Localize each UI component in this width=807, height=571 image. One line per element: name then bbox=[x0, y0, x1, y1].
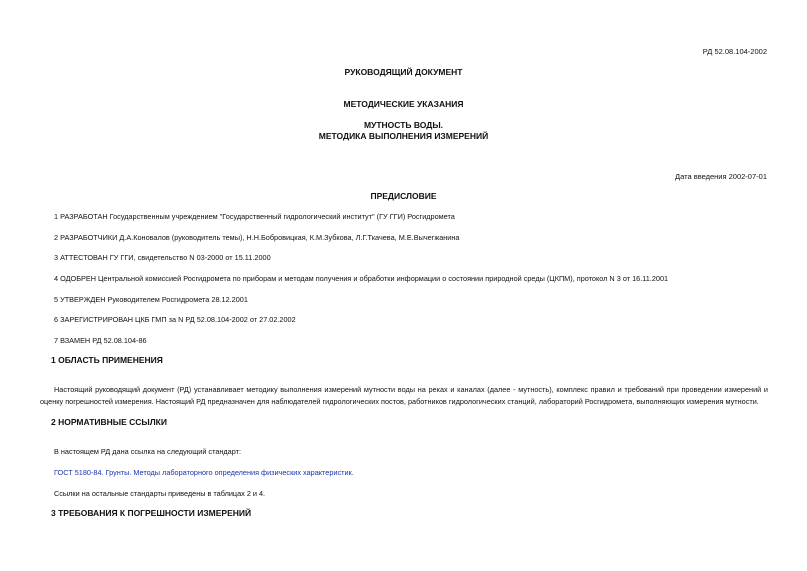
section-2-heading: 2 НОРМАТИВНЫЕ ССЫЛКИ bbox=[51, 417, 167, 427]
section-1-heading: 1 ОБЛАСТЬ ПРИМЕНЕНИЯ bbox=[51, 355, 163, 365]
preface-item: 2 РАЗРАБОТЧИКИ Д.А.Коновалов (руководитель темы), Н.Н.Бобровицкая, К.М.Зубкова, Л.Г.Ткачева, М.Е.Вычегжанина bbox=[54, 233, 460, 242]
main-title-line-1: МУТНОСТЬ ВОДЫ. bbox=[363, 120, 444, 130]
methodical-instructions-title: МЕТОДИЧЕСКИЕ УКАЗАНИЯ bbox=[343, 99, 464, 109]
section-2-note: Ссылки на остальные стандарты приведены в таблицах 2 и 4. bbox=[54, 489, 266, 498]
section-3-heading: 3 ТРЕБОВАНИЯ К ПОГРЕШНОСТИ ИЗМЕРЕНИЙ bbox=[51, 508, 252, 518]
preface-item: 4 ОДОБРЕН Центральной комиссией Росгидромета по приборам и методам получения и обработки информации о состоянии природной среды (ЦКПМ), протокол N 3 от 16.11.2001 bbox=[54, 274, 669, 283]
main-title-line-2: МЕТОДИКА ВЫПОЛНЕНИЯ ИЗМЕРЕНИЙ bbox=[318, 131, 489, 141]
preface-heading: ПРЕДИСЛОВИЕ bbox=[370, 191, 437, 201]
preface-item: 1 РАЗРАБОТАН Государственным учреждением "Государственный гидрологический институт" (ГУ ГГИ) Росгидромета bbox=[54, 212, 455, 221]
document-code: РД 52.08.104-2002 bbox=[702, 47, 767, 56]
section-2-intro: В настоящем РД дана ссылка на следующий стандарт: bbox=[54, 447, 242, 456]
preface-item: 7 ВЗАМЕН РД 52.08.104-86 bbox=[54, 336, 147, 345]
preface-item: 5 УТВЕРЖДЕН Руководителем Росгидромета 28.12.2001 bbox=[54, 295, 248, 304]
introduction-date: Дата введения 2002-07-01 bbox=[675, 172, 767, 181]
preface-item: 6 ЗАРЕГИСТРИРОВАН ЦКБ ГМП за N РД 52.08.104-2002 от 27.02.2002 bbox=[54, 315, 296, 324]
preface-item: 3 АТТЕСТОВАН ГУ ГГИ, свидетельство N 03-2000 от 15.11.2000 bbox=[54, 253, 271, 262]
section-1-paragraph: Настоящий руководящий документ (РД) устанавливает методику выполнения измерений мутности воды на реках и каналах (далее - мутность), комплекс правил и требований при проведении измерений и оценку погрешностей измерения. Настоящий РД предназначен для наблюдателей гидрологических постов, работников гидрологических станций, лабораторий Росгидромета, выполняющих измерения мутности. bbox=[40, 385, 768, 406]
gost-reference-link[interactable]: ГОСТ 5180-84. Грунты. Методы лабораторного определения физических характеристик. bbox=[54, 468, 354, 477]
guiding-document-title: РУКОВОДЯЩИЙ ДОКУМЕНТ bbox=[344, 67, 463, 77]
